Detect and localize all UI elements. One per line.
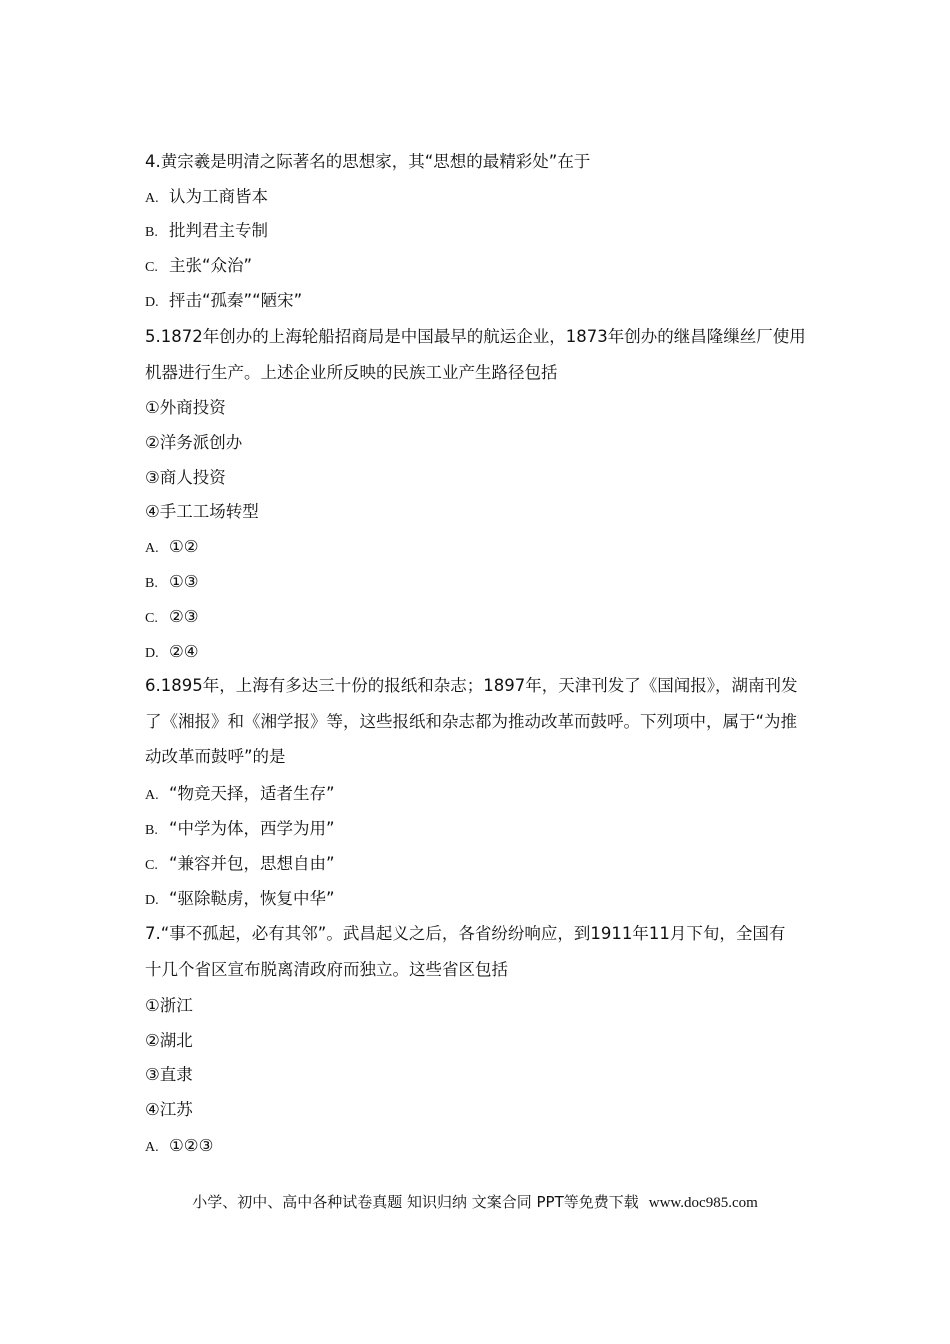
question-item: ②洋务派创办 <box>145 433 243 452</box>
option-text: ①②③ <box>169 1136 214 1155</box>
answer-option[interactable] <box>145 255 252 279</box>
question-item: ③商人投资 <box>145 468 226 487</box>
question-stem-line: 5.1872年创办的上海轮船招商局是中国最早的航运企业，1873年创办的继昌隆缫丝厂使用 <box>145 327 806 346</box>
option-letter: D. <box>145 295 159 310</box>
option-text: 抨击“孤秦”“陋宋” <box>169 291 303 310</box>
answer-option[interactable] <box>145 186 268 210</box>
option-letter: B. <box>145 576 158 591</box>
option-text: ②③ <box>169 607 199 626</box>
question-stem-line: 7.“事不孤起，必有其邻”。武昌起义之后，各省纷纷响应，到1911年11月下旬，全国有 <box>145 924 786 943</box>
option-letter: B. <box>145 823 158 838</box>
answer-option[interactable] <box>145 1135 213 1159</box>
option-text: “兼容并包，思想自由” <box>169 854 335 873</box>
option-text: “物竞天择，适者生存” <box>169 784 335 803</box>
option-text: “中学为体，西学为用” <box>169 819 335 838</box>
option-text: 认为工商皆本 <box>169 187 268 206</box>
option-letter: D. <box>145 893 159 908</box>
question-item: ④江苏 <box>145 1100 193 1119</box>
option-text: ①③ <box>169 572 199 591</box>
option-text: 主张“众治” <box>169 256 253 275</box>
answer-option[interactable] <box>145 290 302 314</box>
answer-option[interactable] <box>145 783 335 807</box>
option-text: ②④ <box>169 642 199 661</box>
question-stem-line: 6.1895年，上海有多达三十份的报纸和杂志；1897年，天津刊发了《国闻报》，湖南刊发 <box>145 676 798 695</box>
option-letter: C. <box>145 858 158 873</box>
answer-option[interactable] <box>145 536 199 560</box>
option-letter: A. <box>145 788 159 803</box>
question-stem-line: 了《湘报》和《湘学报》等，这些报纸和杂志都为推动改革而鼓呼。下列项中，属于“为推 <box>145 712 798 731</box>
option-letter: D. <box>145 646 159 661</box>
question-item: ①浙江 <box>145 996 193 1015</box>
footer-url[interactable]: www.doc985.com <box>648 1195 758 1211</box>
answer-option[interactable] <box>145 606 199 630</box>
question-item: ③直隶 <box>145 1065 193 1084</box>
answer-option[interactable] <box>145 888 335 912</box>
option-letter: A. <box>145 541 159 556</box>
question-stem-line: 机器进行生产。上述企业所反映的民族工业产生路径包括 <box>145 363 558 382</box>
question-item: ①外商投资 <box>145 398 226 417</box>
question-stem-line: 4.黄宗羲是明清之际著名的思想家，其“思想的最精彩处”在于 <box>145 152 591 171</box>
option-letter: B. <box>145 225 158 240</box>
footer-text: 小学、初中、高中各种试卷真题 知识归纳 文案合同 PPT等免费下载 <box>192 1193 639 1211</box>
question-stem-line: 十几个省区宣布脱离清政府而独立。这些省区包括 <box>145 960 508 979</box>
option-text: “驱除鞑虏，恢复中华” <box>169 889 335 908</box>
option-letter: C. <box>145 260 158 275</box>
answer-option[interactable] <box>145 571 199 595</box>
footer <box>0 1191 950 1214</box>
question-item: ②湖北 <box>145 1031 193 1050</box>
answer-option[interactable] <box>145 818 335 842</box>
question-item: ④手工工场转型 <box>145 502 259 521</box>
answer-option[interactable] <box>145 853 335 877</box>
answer-option[interactable] <box>145 641 199 665</box>
answer-option[interactable] <box>145 220 268 244</box>
option-letter: C. <box>145 611 158 626</box>
question-stem-line: 动改革而鼓呼”的是 <box>145 747 286 766</box>
option-letter: A. <box>145 191 159 206</box>
option-letter: A. <box>145 1140 159 1155</box>
option-text: 批判君主专制 <box>169 221 268 240</box>
option-text: ①② <box>169 537 199 556</box>
